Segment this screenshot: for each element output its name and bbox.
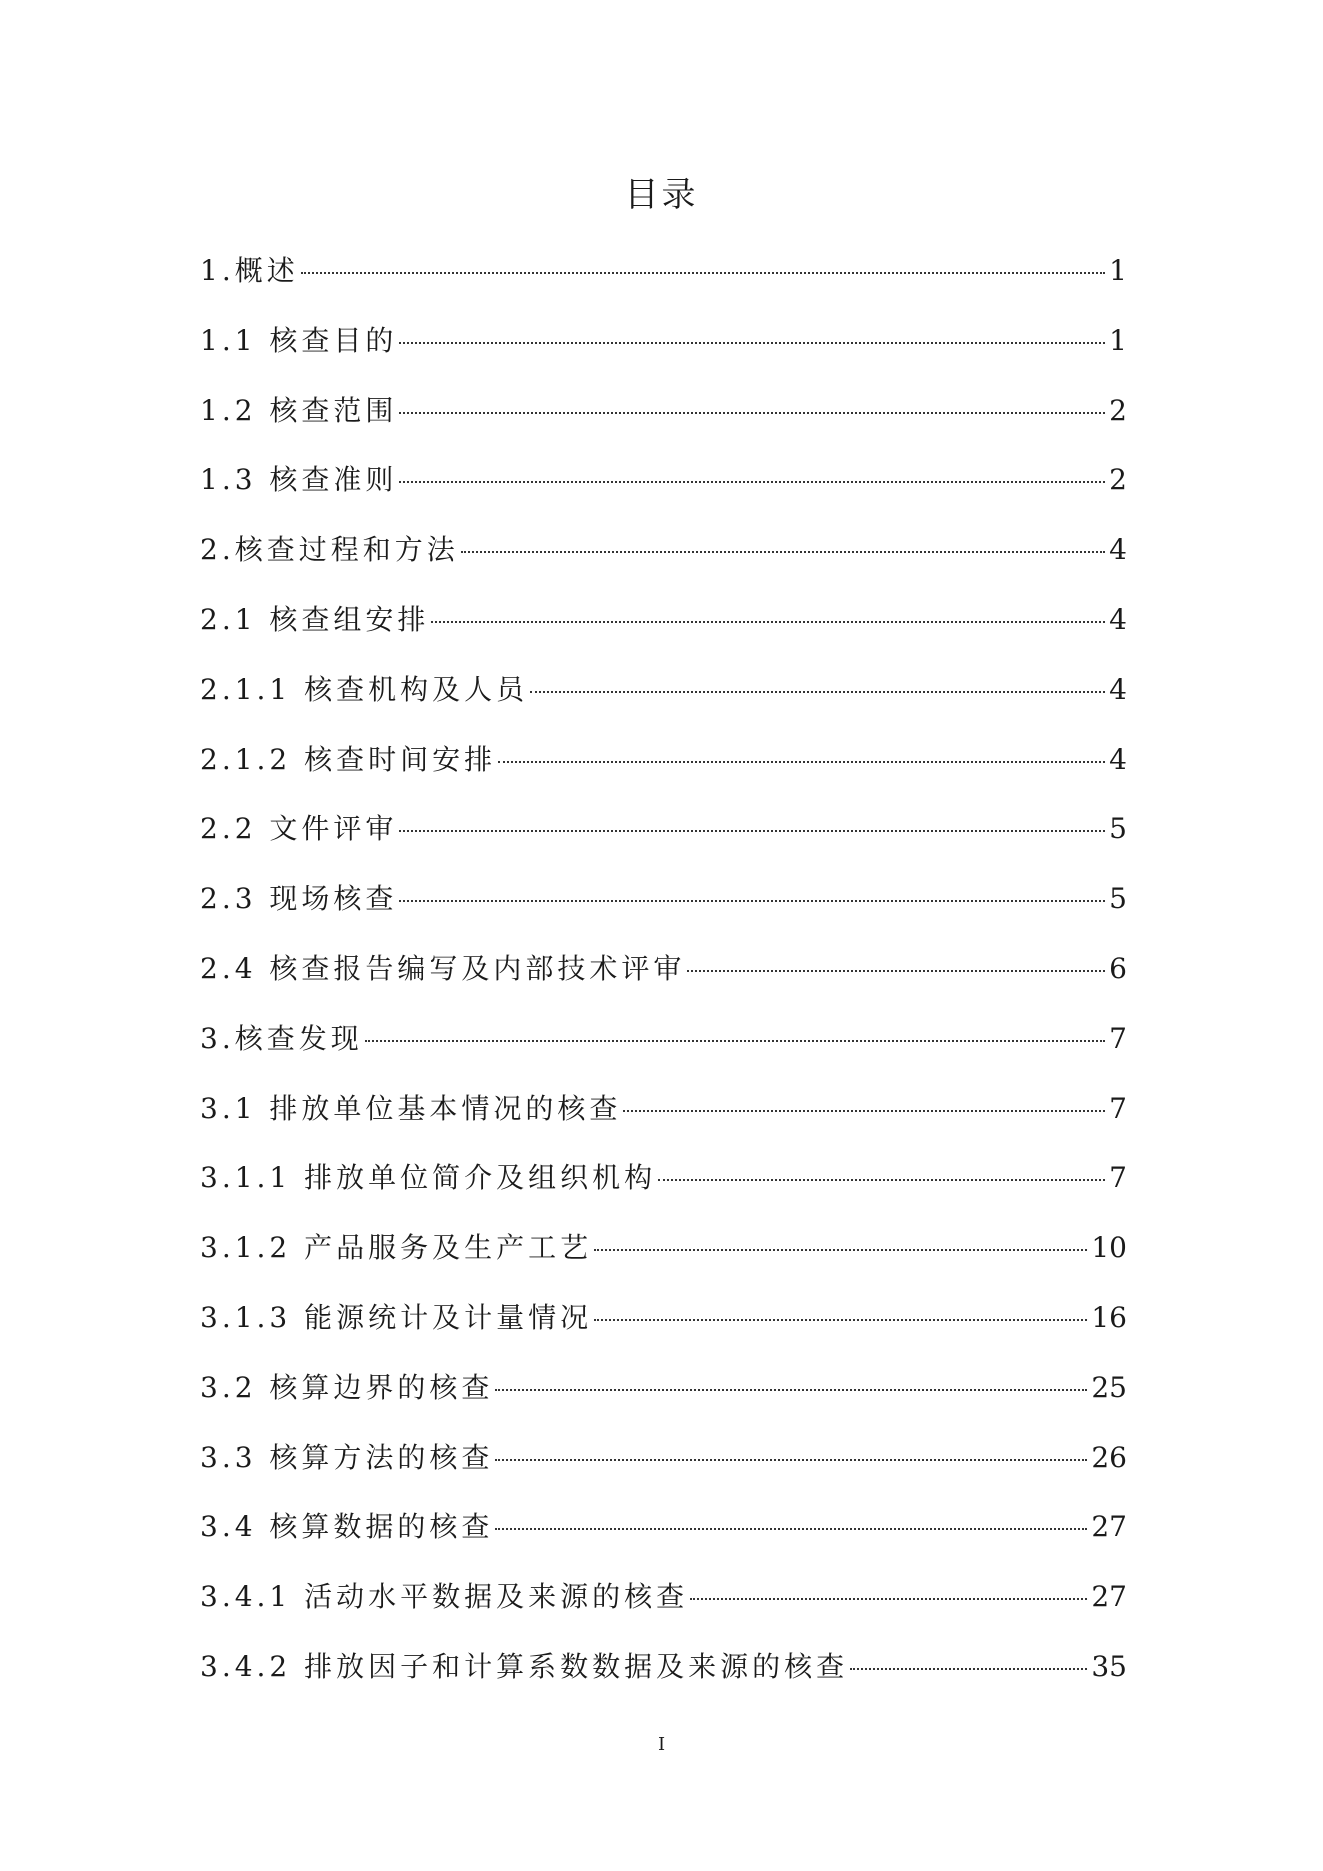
toc-entry[interactable] (200, 1632, 1127, 1702)
toc-entry-label: 2.1 核查组安排 (200, 602, 430, 636)
toc-entry[interactable] (200, 794, 1127, 864)
toc-entry[interactable] (200, 1074, 1127, 1144)
toc-entry-label: 1.3 核查准则 (200, 463, 398, 497)
toc-entry-page-number: 5 (1109, 882, 1127, 916)
toc-entry-label: 2.1.2 核查时间安排 (200, 742, 497, 776)
toc-entry-page-number: 4 (1109, 533, 1127, 567)
page-number-footer: I (657, 1734, 666, 1755)
toc-entry-page-number: 2 (1109, 463, 1127, 497)
toc-entry[interactable] (200, 1283, 1127, 1353)
toc-dot-leader (399, 412, 1105, 414)
toc-dot-leader (594, 1319, 1087, 1321)
toc-dot-leader (399, 900, 1105, 902)
toc-entry-page-number: 4 (1109, 602, 1127, 636)
toc-entry[interactable] (200, 376, 1127, 446)
toc-entry-label: 3.1.1 排放单位简介及组织机构 (200, 1161, 657, 1195)
toc-entry-page-number: 16 (1091, 1300, 1127, 1334)
toc-entry-label: 3.1.2 产品服务及生产工艺 (200, 1231, 593, 1265)
toc-entry-page-number: 7 (1109, 1161, 1127, 1195)
toc-entry[interactable] (200, 655, 1127, 725)
toc-dot-leader (431, 621, 1105, 623)
toc-entry-label: 3.1.3 能源统计及计量情况 (200, 1300, 593, 1334)
toc-entry[interactable] (200, 1562, 1127, 1632)
toc-entry-page-number: 25 (1091, 1370, 1127, 1404)
toc-entry-label: 3.核查发现 (200, 1021, 363, 1055)
toc-entry-label: 3.2 核算边界的核查 (200, 1370, 494, 1404)
toc-entry[interactable] (200, 725, 1127, 795)
toc-entry[interactable] (200, 864, 1127, 934)
toc-entry-label: 2.1.1 核查机构及人员 (200, 672, 529, 706)
toc-entry[interactable] (200, 1353, 1127, 1423)
toc-entry[interactable] (200, 1004, 1127, 1074)
toc-entry-page-number: 7 (1109, 1021, 1127, 1055)
toc-entry-label: 3.1 排放单位基本情况的核查 (200, 1091, 622, 1125)
toc-entry[interactable] (200, 306, 1127, 376)
toc-dot-leader (623, 1110, 1105, 1112)
toc-entry-label: 2.2 文件评审 (200, 812, 398, 846)
toc-entry-label: 3.4 核算数据的核查 (200, 1510, 494, 1544)
toc-entry-page-number: 2 (1109, 393, 1127, 427)
table-of-contents (200, 236, 1127, 1702)
toc-entry-page-number: 35 (1091, 1649, 1127, 1683)
toc-dot-leader (690, 1598, 1087, 1600)
toc-entry-page-number: 6 (1109, 951, 1127, 985)
toc-entry[interactable] (200, 934, 1127, 1004)
toc-dot-leader (687, 970, 1105, 972)
toc-entry-label: 2.核查过程和方法 (200, 533, 459, 567)
toc-dot-leader (461, 551, 1105, 553)
toc-entry-label: 1.1 核查目的 (200, 323, 398, 357)
toc-entry[interactable] (200, 1143, 1127, 1213)
toc-entry[interactable] (200, 585, 1127, 655)
toc-dot-leader (658, 1179, 1105, 1181)
toc-entry-page-number: 27 (1091, 1580, 1127, 1614)
toc-dot-leader (399, 830, 1105, 832)
toc-dot-leader (301, 272, 1105, 274)
toc-entry-label: 3.3 核算方法的核查 (200, 1440, 494, 1474)
toc-entry-page-number: 7 (1109, 1091, 1127, 1125)
toc-entry-page-number: 27 (1091, 1510, 1127, 1544)
toc-entry-page-number: 1 (1109, 323, 1127, 357)
toc-entry-page-number: 4 (1109, 742, 1127, 776)
toc-entry[interactable] (200, 1213, 1127, 1283)
page-title: 目录 (624, 175, 699, 215)
toc-entry-page-number: 5 (1109, 812, 1127, 846)
toc-dot-leader (495, 1459, 1087, 1461)
toc-dot-leader (495, 1389, 1087, 1391)
toc-entry[interactable] (200, 1423, 1127, 1493)
toc-entry-page-number: 4 (1109, 672, 1127, 706)
toc-entry[interactable] (200, 445, 1127, 515)
toc-entry-label: 1.概述 (200, 254, 299, 287)
toc-dot-leader (365, 1040, 1105, 1042)
toc-entry-page-number: 1 (1109, 254, 1127, 287)
toc-dot-leader (530, 691, 1105, 693)
toc-entry[interactable] (200, 515, 1127, 585)
toc-dot-leader (495, 1528, 1087, 1530)
toc-entry-label: 2.3 现场核查 (200, 882, 398, 916)
toc-dot-leader (399, 342, 1105, 344)
toc-dot-leader (399, 481, 1105, 483)
toc-entry-page-number: 26 (1091, 1440, 1127, 1474)
toc-entry-label: 2.4 核查报告编写及内部技术评审 (200, 951, 686, 985)
toc-entry[interactable] (200, 1492, 1127, 1562)
toc-dot-leader (498, 761, 1105, 763)
toc-entry-label: 3.4.1 活动水平数据及来源的核查 (200, 1580, 689, 1614)
toc-dot-leader (850, 1668, 1087, 1670)
toc-entry-label: 3.4.2 排放因子和计算系数数据及来源的核查 (200, 1649, 849, 1683)
toc-entry[interactable] (200, 236, 1127, 306)
toc-entry-page-number: 10 (1091, 1231, 1127, 1265)
toc-dot-leader (594, 1249, 1087, 1251)
toc-entry-label: 1.2 核查范围 (200, 393, 398, 427)
